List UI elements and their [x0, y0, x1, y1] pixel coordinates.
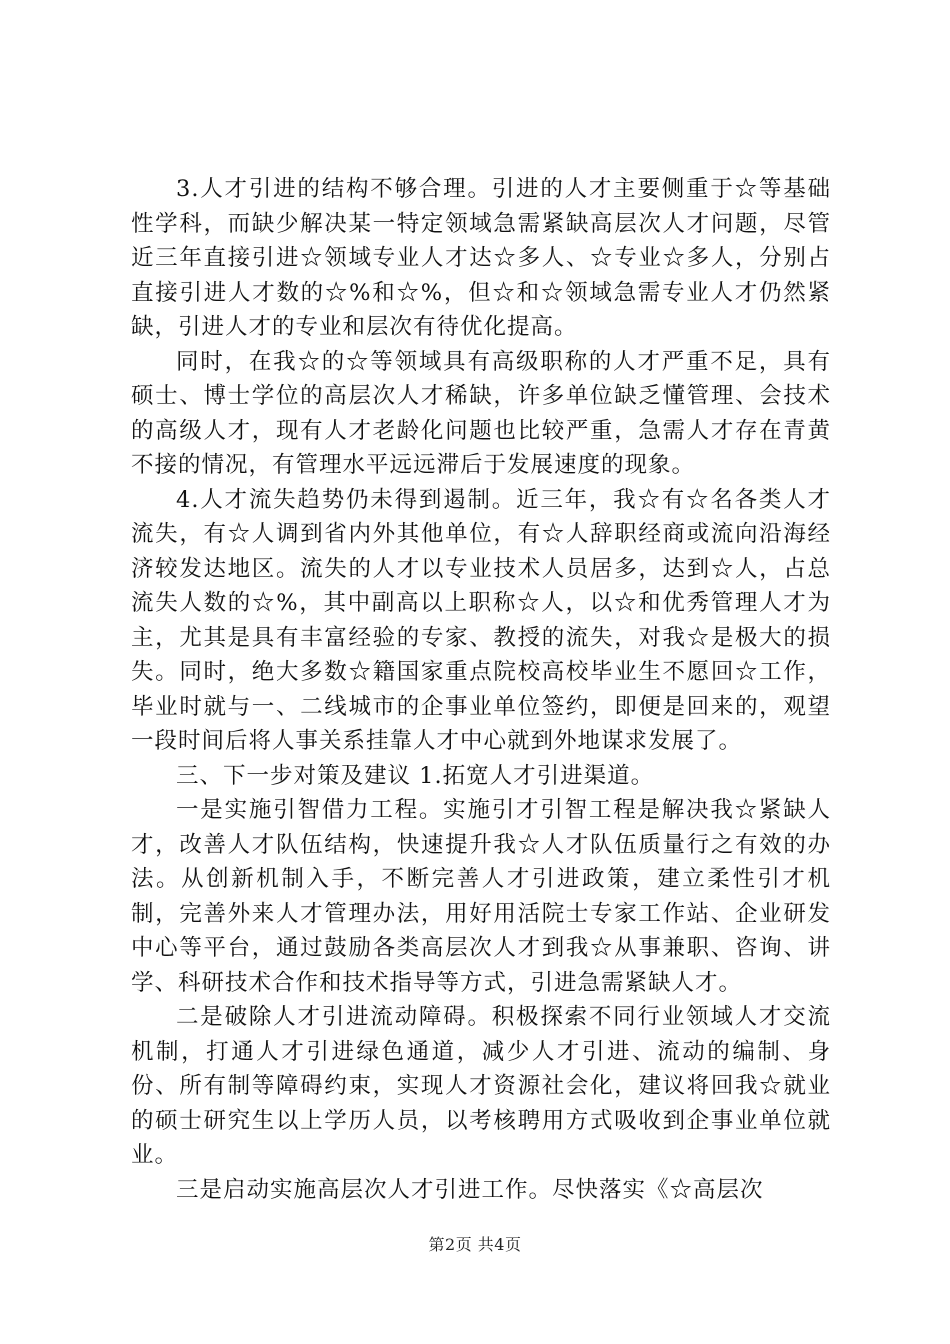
paragraph-high-level-talent: 三是启动实施高层次人才引进工作。尽快落实《☆高层次	[176, 1176, 764, 1203]
document-body	[131, 172, 831, 1207]
paragraph-talent-loss: 4.人才流失趋势仍未得到遏制。近三年，我☆有☆名各类人才流失，有☆人调到省内外其他单位，有☆人辞职经商或流向沿海经济较发达地区。流失的人才以专业技术人员居多，达到☆人，占总流失人数的☆%，其中副高以上职称☆人，以☆和优秀管理人才为主，尤其是具有丰富经验的专家、教授的流失，对我☆是极大的损失。同时，绝大多数☆籍国家重点院校高校毕业生不愿回☆工作，毕业时就与一、二线城市的企事业单位签约，即便是回来的，观望一段时间后将人事关系挂靠人才中心就到外地谋求发展了。	[131, 486, 831, 754]
page-number-footer: 第2页 共4页	[428, 1235, 522, 1254]
paragraph-remove-barriers: 二是破除人才引进流动障碍。积极探索不同行业领域人才交流机制，打通人才引进绿色通道，减少人才引进、流动的编制、身份、所有制等障碍约束，实现人才资源社会化，建议将回我☆就业的硕士研究生以上学历人员，以考核聘用方式吸收到企事业单位就业。	[131, 1004, 831, 1168]
paragraph-structure-issue: 3.人才引进的结构不够合理。引进的人才主要侧重于☆等基础性学科，而缺少解决某一特定领域急需紧缺高层次人才问题，尽管近三年直接引进☆领域专业人才达☆多人、☆专业☆多人，分别占直接引进人才数的☆%和☆%，但☆和☆领域急需专业人才仍然紧缺，引进人才的专业和层次有待优化提高。	[131, 176, 831, 340]
section-heading-next-steps: 三、下一步对策及建议 1.拓宽人才引进渠道。	[176, 762, 655, 789]
paragraph-senior-talent-shortage: 同时，在我☆的☆等领域具有高级职称的人才严重不足，具有硕士、博士学位的高层次人才稀缺，许多单位缺乏懂管理、会技术的高级人才，现有人才老龄化问题也比较严重，急需人才存在青黄不接的情况，有管理水平远远滞后于发展速度的现象。	[131, 348, 831, 478]
paragraph-intelligence-project: 一是实施引智借力工程。实施引才引智工程是解决我☆紧缺人才，改善人才队伍结构，快速提升我☆人才队伍质量行之有效的办法。从创新机制入手，不断完善人才引进政策，建立柔性引才机制，完善外来人才管理办法，用好用活院士专家工作站、企业研发中心等平台，通过鼓励各类高层次人才到我☆从事兼职、咨询、讲学、科研技术合作和技术指导等方式，引进急需紧缺人才。	[131, 797, 831, 996]
